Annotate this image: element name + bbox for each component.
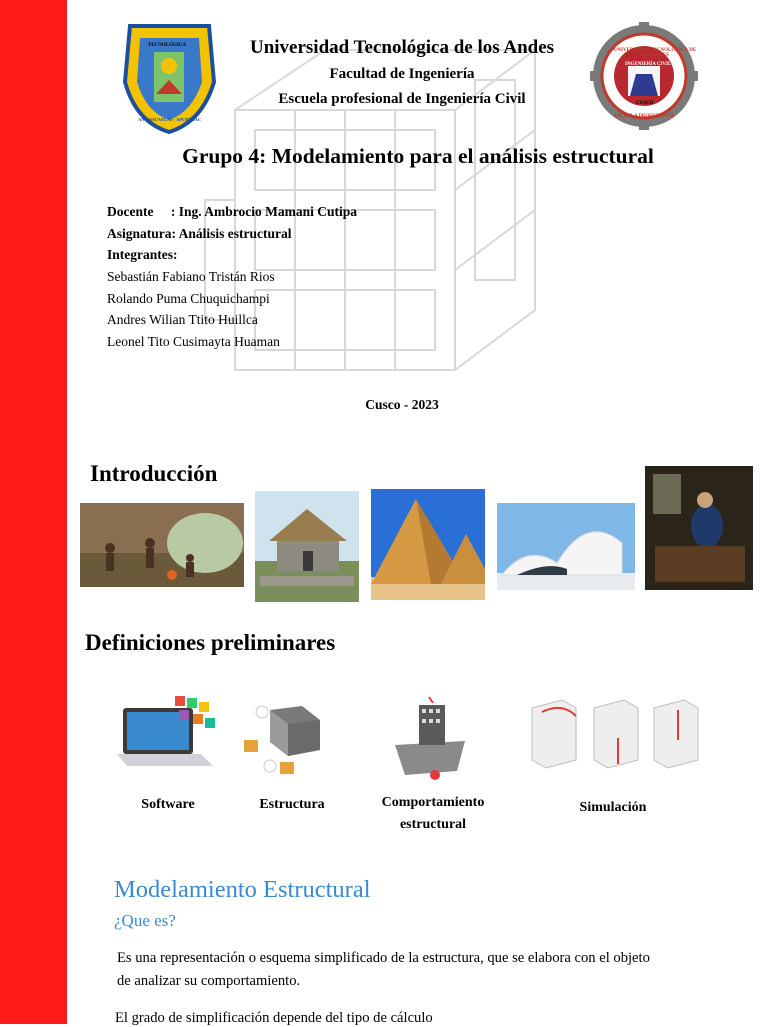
- structure-caption: Estructura: [259, 797, 325, 812]
- docente-value: : Ing. Ambrocio Mamani Cutipa: [170, 204, 357, 219]
- university-name: Universidad Tecnológica de los Andes: [249, 37, 555, 58]
- cave-dwellers-image: [80, 503, 244, 587]
- place-date: Cusco - 2023: [365, 397, 439, 412]
- right-logo-city: CUSCO: [636, 101, 654, 106]
- member-name: Leonel Tito Cusimayta Huaman: [107, 334, 280, 349]
- software-laptop-image: [117, 692, 219, 776]
- modeling-heading: Modelamiento Estructural: [114, 876, 371, 903]
- definitions-heading: Definiciones preliminares: [85, 630, 336, 655]
- modeling-subheading: ¿Que es?: [114, 911, 176, 930]
- structure-cube-image: [240, 700, 324, 780]
- school-name: Escuela profesional de Ingeniería Civil: [278, 91, 526, 107]
- software-caption: Software: [141, 797, 195, 812]
- modeling-paragraph-2: El grado de simplificación depende del tipo de cálculo: [115, 1010, 433, 1026]
- faculty-name: Facultad de Ingeniería: [329, 66, 475, 82]
- stone-hut-image: [255, 491, 359, 602]
- modern-building-image: [497, 503, 635, 590]
- right-logo-bottom-text: ESCUELA PROFESIONAL: [614, 114, 675, 119]
- paragraph-line: de analizar su comportamiento.: [117, 972, 301, 989]
- document-title: Grupo 4: Modelamiento para el análisis estructural: [182, 144, 654, 168]
- left-logo-bottom-text: ANDAHUAYLAS · APURÍMAC: [138, 117, 202, 122]
- behavior-caption-line2: estructural: [399, 817, 467, 832]
- structural-behavior-image: [385, 693, 477, 785]
- paragraph-line: Es una representación o esquema simplificado de la estructura, que se elabora con el objeto: [117, 950, 650, 966]
- asignatura-line: Asignatura: Análisis estructural: [107, 226, 292, 241]
- docente-line: [107, 201, 357, 223]
- right-logo-center-text: INGENIERÍA CIVIL: [625, 62, 672, 67]
- modeling-paragraph: [117, 947, 747, 992]
- integrantes-label: Integrantes:: [107, 247, 178, 262]
- simulation-diagrams-image: [522, 688, 702, 774]
- intro-heading: Introducción: [90, 461, 218, 486]
- simulation-caption: Simulación: [579, 800, 647, 815]
- member-name: Andres Wilian Ttito Huillca: [107, 312, 258, 327]
- behavior-caption-line1: Comportamiento: [381, 795, 485, 810]
- pyramids-image: [371, 489, 485, 600]
- geographer-painting-image: [645, 466, 753, 590]
- docente-label: Docente: [107, 204, 154, 219]
- member-name: Sebastián Fabiano Tristán Rios: [107, 269, 275, 284]
- right-logo-ring-text: UNIVERSIDAD TECNOLÓGICA DE LOS ANDES: [613, 48, 697, 58]
- member-name: Rolando Puma Chuquichampi: [107, 291, 270, 306]
- left-logo-top-text: TECNOLÓGICA: [148, 43, 187, 48]
- behavior-caption: [368, 792, 498, 836]
- left-red-bar: [0, 0, 67, 1024]
